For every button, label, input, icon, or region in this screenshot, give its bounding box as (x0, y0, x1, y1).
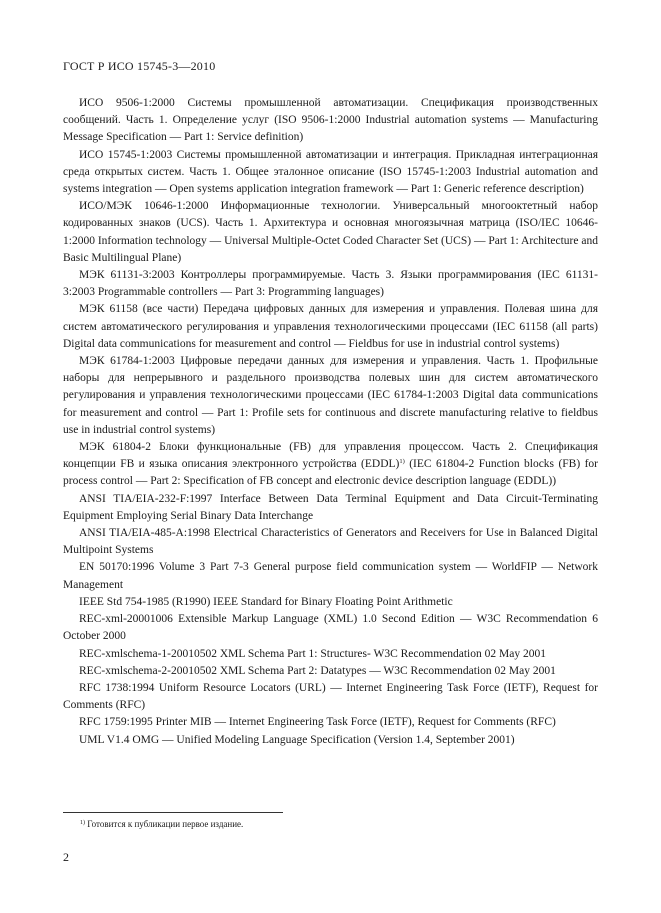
reference-entry: МЭК 61131-3:2003 Контроллеры программируемые. Часть 3. Языки программирования (IEC 61131-3:2003 Programmable controllers — Part 3: Programming languages) (63, 269, 598, 299)
reference-entry: REC-xmlschema-2-20010502 XML Schema Part 2: Datatypes — W3C Recommendation 02 May 2001 (79, 664, 556, 677)
page-number: 2 (63, 850, 69, 864)
footnote-reference-mark[interactable]: 1) (399, 458, 405, 466)
document-header: ГОСТ Р ИСО 15745-3—2010 (63, 59, 216, 73)
reference-text-continued: (IEC 61804-2 Function blocks (FB) for process control — Part 2: Specification of FB concept and electronic device description language (EDDL)) (63, 458, 598, 488)
reference-entry: EN 50170:1996 Volume 3 Part 7-3 General purpose field communication system — WorldFIP — Network Management (63, 561, 598, 591)
reference-entry: МЭК 61784-1:2003 Цифровые передачи данных для измерения и управления. Часть 1. Профильные наборы для непрерывного и раздельного производства полевых шин для систем автоматического регулирования и управления технологическими процессами (IEC 61784-1:2003 Digital data communications for measurement and control — Part 1: Profile sets for continuous and discrete manufacturing relative to fieldbus use in industrial control systems) (63, 355, 598, 436)
reference-entry: REC-xmlschema-1-20010502 XML Schema Part 1: Structures- W3C Recommendation 02 May 2001 (79, 647, 546, 660)
reference-entry: ИСО/МЭК 10646-1:2000 Информационные технологии. Универсальный многооктетный набор кодированных знаков (UCS). Часть 1. Архитектура и основная многоязычная матрица (ISO/IEC 10646-1:2000 Information technology — Universal Multiple-Octet Coded Character Set (UCS) — Part 1: Architecture and Basic Multilingual Plane) (63, 200, 598, 264)
reference-entry: ИСО 9506-1:2000 Системы промышленной автоматизации. Спецификация производственных сообщений. Часть 1. Определение услуг (ISO 9506-1:2000 Industrial automation systems — Manufacturing Message Specification — Part 1: Service definition) (63, 97, 598, 144)
reference-entry: МЭК 61158 (все части) Передача цифровых данных для измерения и управления. Полевая шина для систем автоматического регулирования и управления технологическими процессами (IEC 61158 (all parts) Digital data communications for measurement and control — Fieldbus for use in industrial control systems) (63, 303, 598, 350)
reference-entry: IEEE Std 754-1985 (R1990) IEEE Standard for Binary Floating Point Arithmetic (79, 595, 453, 608)
reference-entry-with-footnote (63, 439, 598, 491)
normative-references-list (63, 95, 598, 749)
footnote-mark: 1) (80, 820, 85, 826)
reference-entry: ANSI TIA/EIA-485-A:1998 Electrical Characteristics of Generators and Receivers for Use in Balanced Digital Multipoint Systems (63, 527, 598, 557)
reference-entry: REC-xml-20001006 Extensible Markup Language (XML) 1.0 Second Edition — W3C Recommendation 6 October 2000 (63, 613, 598, 643)
reference-entry: ANSI TIA/EIA-232-F:1997 Interface Between Data Terminal Equipment and Data Circuit-Terminating Equipment Employing Serial Binary Data Interchange (63, 492, 598, 522)
reference-entry: RFC 1759:1995 Printer MIB — Internet Engineering Task Force (IETF), Request for Comments (RFC) (79, 716, 556, 729)
footnote (80, 818, 243, 830)
reference-entry: RFC 1738:1994 Uniform Resource Locators (URL) — Internet Engineering Task Force (IETF), Request for Comments (RFC) (63, 681, 598, 712)
footnote-text: Готовится к публикации первое издание. (85, 819, 244, 829)
footnote-divider (63, 812, 283, 813)
reference-entry: UML V1.4 OMG — Unified Modeling Language Specification (Version 1.4, September 2001) (79, 733, 515, 746)
reference-text: МЭК 61804-2 Блоки функциональные (FB) для управления процессом. Часть 2. Спецификация концепции FB и языка описания электронного устройства (EDDL) (63, 441, 598, 471)
reference-entry: ИСО 15745-1:2003 Системы промышленной автоматизации и интеграция. Прикладная интеграционная среда открытых систем. Часть 1. Общее эталонное описание (ISO 15745-1:2003 Industrial automation and systems integration — Open systems application integration framework — Part 1: Generic reference description) (63, 148, 598, 196)
